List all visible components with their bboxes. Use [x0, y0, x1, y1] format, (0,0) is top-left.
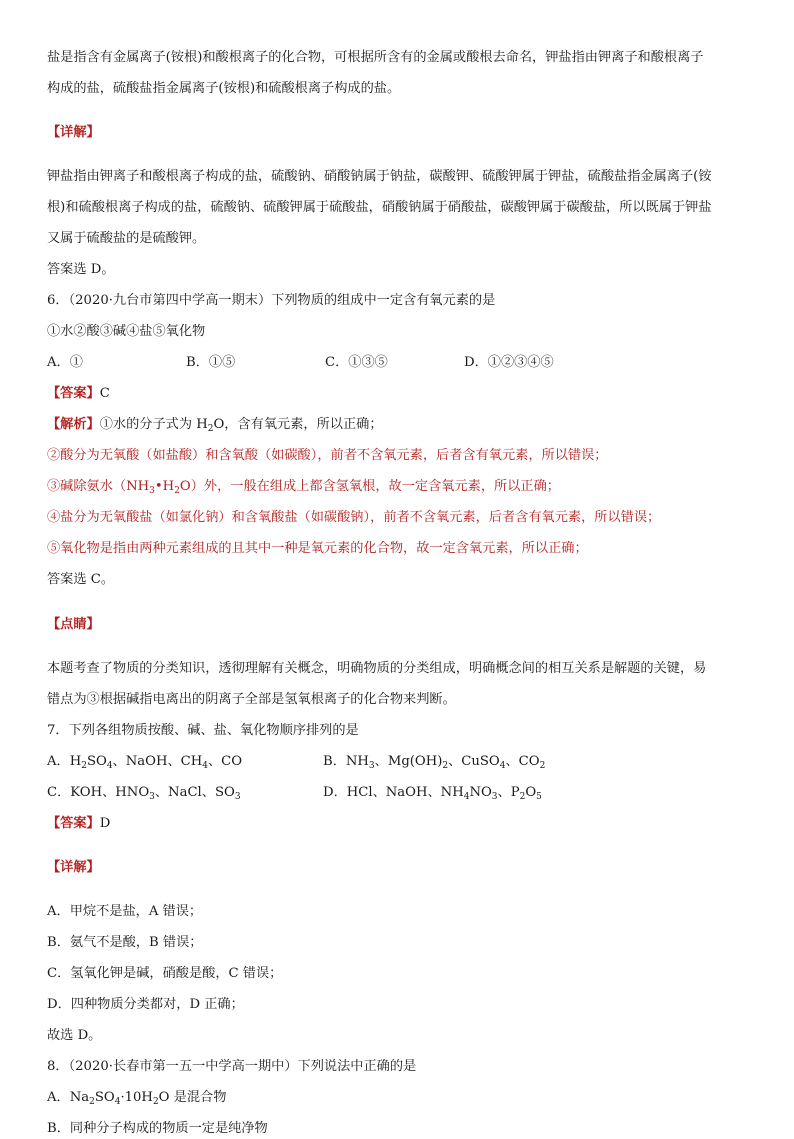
- question-6-items: ①水②酸③碱④盐⑤氧化物: [47, 324, 206, 340]
- analysis-line-1: 【解析】①水的分子式为 $H_2O$，含有氧元素，所以正确；: [47, 417, 383, 435]
- answer-line: 故选 D。: [47, 1028, 102, 1044]
- section-label-xiangjie: 【详解】: [47, 859, 100, 875]
- answer-line: 答案选 C。: [47, 572, 115, 588]
- answer-label: 【答案】: [47, 386, 100, 402]
- section-label-dianjing: 【点睛】: [47, 616, 100, 632]
- answer-value: D: [99, 815, 111, 831]
- question-8-stem: 8．（2020·长春市第一五一中学高一期中）下列说法中正确的是: [47, 1059, 417, 1075]
- option-b: B．$NH_3$、$Mg(OH)_2$、CuSO$_4$、$CO_2$: [323, 753, 546, 771]
- question-7-options-row-1: [47, 752, 752, 772]
- option-c: C．①③⑤: [325, 355, 388, 371]
- option-a: A．$Na_2SO_4\cdot 10H_2O$ 是混合物: [47, 1090, 227, 1108]
- analysis-label: 【解析】: [47, 417, 100, 433]
- option-a: A．$H_2SO_4$、NaOH、$CH_4$、CO: [47, 753, 243, 771]
- detail-line: 又属于硫酸盐的是硫酸钾。: [47, 231, 206, 247]
- option-a: A．①: [47, 355, 83, 371]
- answer-row: [47, 814, 752, 834]
- detail-line: B．氨气不是酸，B 错误；: [47, 935, 203, 951]
- analysis-line-2: ②酸分为无氧酸（如盐酸）和含氧酸（如碳酸），前者不含氧元素，后者含有氧元素，所以错误；: [47, 448, 608, 464]
- option-c: C．KOH、$HNO_3$、NaCl、$SO_3$: [47, 784, 241, 802]
- option-b: B．同种分子构成的物质一定是纯净物: [47, 1121, 268, 1137]
- question-6-stem: 6．（2020·九台市第四中学高一期末）下列物质的组成中一定含有氧元素的是: [47, 293, 496, 309]
- option-d: D．①②③④⑤: [464, 355, 554, 371]
- answer-label: 【答案】: [47, 815, 100, 831]
- document-page: [47, 48, 752, 1139]
- detail-line: D．四种物质分类都对，D 正确；: [47, 997, 244, 1013]
- question-6-options: [47, 353, 752, 373]
- detail-line: 钾盐指由钾离子和酸根离子构成的盐，硫酸钠、硝酸钠属于钠盐，碳酸钾、硫酸钾属于钾盐，硫酸盐指金属离子(铵: [47, 169, 712, 185]
- detail-line: 根)和硫酸根离子构成的盐，硫酸钠、硫酸钾属于硫酸盐，硝酸钠属于硝酸盐，碳酸钾属于碳酸盐，所以既属于钾盐: [47, 200, 712, 216]
- question-7-stem: 7．下列各组物质按酸、碱、盐、氧化物顺序排列的是: [47, 722, 359, 738]
- option-b: B．①⑤: [186, 355, 236, 371]
- dianjing-line: 错点为③根据碱指电离出的阴离子全部是氢氧根离子的化合物来判断。: [47, 691, 456, 707]
- analysis-line-4: ④盐分为无氧酸盐（如氯化钠）和含氧酸盐（如碳酸钠），前者不含氧元素，后者含有氧元素，所以错误；: [47, 510, 661, 526]
- question-7-options-row-2: [47, 783, 752, 803]
- intro-line: 盐是指含有金属离子(铵根)和酸根离子的化合物，可根据所含有的金属或酸根去命名，钾盐指由钾离子和酸根离子: [47, 50, 704, 65]
- answer-value: C: [99, 386, 110, 402]
- answer-row: [47, 384, 752, 404]
- analysis-line-3: ③碱除氨水$(NH_3•H_2O)$外，一般在组成上都含氢氧根，故一定含氧元素，所以正确；: [47, 479, 560, 497]
- option-d: D．HCl、NaOH、$NH_4NO_3$、$P_2O_5$: [323, 784, 542, 802]
- section-label-xiangjie: 【详解】: [47, 125, 100, 141]
- dianjing-line: 本题考查了物质的分类知识，透彻理解有关概念，明确物质的分类组成，明确概念间的相互关系是解题的关键，易: [47, 660, 707, 676]
- intro-line: 构成的盐，硫酸盐指金属离子(铵根)和硫酸根离子构成的盐。: [47, 81, 401, 96]
- analysis-line-5: ⑤氧化物是指由两种元素组成的且其中一种是氧元素的化合物，故一定含氧元素，所以正确；: [47, 541, 588, 557]
- answer-line: 答案选 D。: [47, 262, 115, 278]
- detail-line: C．氢氧化钾是碱，硝酸是酸，C 错误；: [47, 966, 283, 982]
- detail-line: A．甲烷不是盐，A 错误；: [47, 904, 203, 920]
